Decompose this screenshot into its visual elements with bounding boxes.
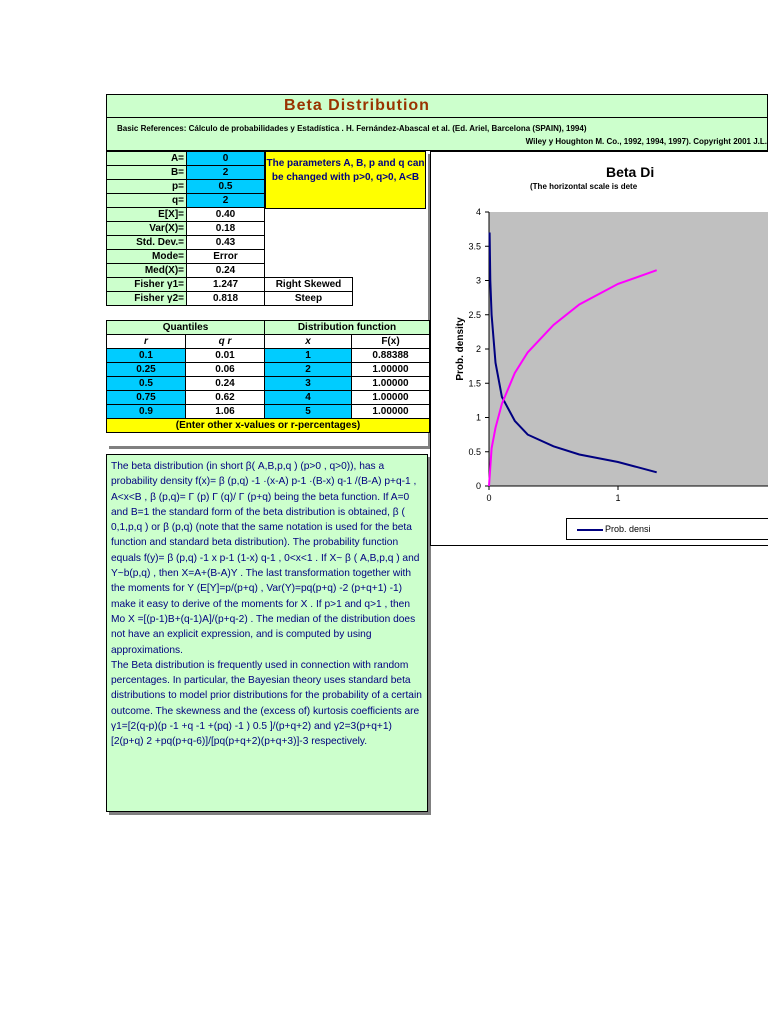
- sheet-title: Beta Distribution: [284, 97, 430, 114]
- f-value: 1.00000: [352, 363, 430, 377]
- quantiles-distribution-table: [106, 320, 430, 433]
- x-tick-label: 0: [486, 493, 492, 503]
- r-input[interactable]: 0.9: [107, 405, 186, 419]
- legend-label: Prob. densi: [605, 524, 651, 534]
- f-value: 1.00000: [352, 391, 430, 405]
- r-input[interactable]: 0.75: [107, 391, 186, 405]
- r-input[interactable]: 0.25: [107, 363, 186, 377]
- param-label: p=: [107, 180, 187, 194]
- table-row: [107, 349, 430, 363]
- x-input[interactable]: 5: [265, 405, 352, 419]
- q-value: 0.62: [186, 391, 265, 405]
- y-tick-label: 2.5: [468, 309, 481, 320]
- moment-label: Mode=: [107, 250, 187, 264]
- y-tick-label: 2: [475, 344, 481, 354]
- q-value: 0.01: [186, 349, 265, 363]
- table-row: [107, 391, 430, 405]
- description-paragraph-2: The Beta distribution is frequently used in connection with random percentages. In particular, the Bayesian theory uses standard beta distributions to model prior distributions for the probability of a certain outcome. The skewness and the (excess of) kurtosis coefficients are γ1=[2(q-p)(p -1 +q -1 +(pq) -1 ) 0.5 ]/(p+q+2) and γ2=3(p+q+1)[2(p+q) 2 +pq(p+q-6)]/[pq(p+q+2)(p+q+3)]-3 respectively.: [111, 659, 422, 748]
- fisher-value: 0.818: [187, 292, 265, 306]
- col-q: q r: [186, 335, 265, 349]
- col-f: F(x): [352, 335, 430, 349]
- param-p-input[interactable]: 0.5: [187, 180, 265, 194]
- q-value: 0.24: [186, 377, 265, 391]
- x-input[interactable]: 1: [265, 349, 352, 363]
- table-row: [107, 405, 430, 419]
- f-value: 0.88388: [352, 349, 430, 363]
- r-input[interactable]: 0.1: [107, 349, 186, 363]
- desc-shadow-bottom: [109, 812, 431, 815]
- table-row: [107, 363, 430, 377]
- moment-value: 0.18: [187, 222, 265, 236]
- moment-value: 0.43: [187, 236, 265, 250]
- x-input[interactable]: 3: [265, 377, 352, 391]
- col-r: r: [107, 335, 186, 349]
- moment-value: Error: [187, 250, 265, 264]
- description-box: [106, 454, 428, 812]
- x-input[interactable]: 4: [265, 391, 352, 405]
- y-axis-label: Prob. density: [455, 317, 466, 381]
- q-value: 0.06: [186, 363, 265, 377]
- chart-subtitle: (The horizontal scale is dete: [530, 182, 638, 191]
- table-shadow-bottom: [109, 446, 431, 449]
- fisher-comment: Steep: [265, 292, 353, 306]
- moment-value: 0.40: [187, 208, 265, 222]
- table-row: [107, 377, 430, 391]
- references-line-1: Basic References: Cálculo de probabilidades y Estadística . H. Fernández-Abascal et al. (Ed. Ariel, Barcelona (SPAIN), 1994): [117, 124, 587, 133]
- param-label: A=: [107, 152, 187, 166]
- y-tick-label: 3.5: [468, 241, 481, 252]
- fisher-value: 1.247: [187, 278, 265, 292]
- x-input[interactable]: 2: [265, 363, 352, 377]
- density-plot: [430, 200, 768, 510]
- col-x: x: [265, 335, 352, 349]
- sheet-title-bar: [106, 94, 768, 118]
- y-tick-label: 1.5: [468, 378, 481, 389]
- f-value: 1.00000: [352, 405, 430, 419]
- moment-label: Med(X)=: [107, 264, 187, 278]
- chart-title: Beta Di: [606, 164, 655, 180]
- parameters-note: The parameters A, B, p and q can be changed with p>0, q>0, A<B: [265, 151, 426, 209]
- r-input[interactable]: 0.5: [107, 377, 186, 391]
- y-tick-label: 3: [475, 275, 481, 286]
- references: [106, 118, 768, 151]
- param-q-input[interactable]: 2: [187, 194, 265, 208]
- fisher-label: Fisher γ2=: [107, 292, 187, 306]
- y-tick-label: 1: [475, 412, 481, 423]
- param-a-input[interactable]: 0: [187, 152, 265, 166]
- param-b-input[interactable]: 2: [187, 166, 265, 180]
- x-tick-label: 1: [615, 493, 621, 503]
- moment-label: E[X]=: [107, 208, 187, 222]
- y-tick-label: 4: [475, 207, 481, 217]
- enter-note: (Enter other x-values or r-percentages): [107, 419, 430, 433]
- distribution-title: Distribution function: [265, 321, 430, 335]
- y-tick-label: 0: [475, 481, 481, 491]
- description-paragraph-1: The beta distribution (in short β( A,B,p,q ) (p>0 , q>0)), has a probability density f(x)= β (p,q) -1 ·(x-A) p-1 ·(B-x) q-1 /(B-A) p+q-1 , A<x<B , β (p,q)= Γ (p) Γ (q)/ Γ (p+q) being the beta function. If A=0 and B=1 the standard form of the beta distribution is obtained, β ( 0,1,p,q ) or β (p,q) (note that the same notation is used for the beta function and standard beta distribution). The probability function equals f(y)= β (p,q) -1 x p-1 (1-x) q-1 , 0<x<1 . If X~ β ( A,B,p,q ) and Y~b(p,q) , then X=A+(B-A)Y . The last transformation together with the moments for Y (E[Y]=p/(p+q) , Var(Y)=pq(p+q) -2 (p+q+1) -1) make it easy to derive of the moments for X . If p>1 and q>1 , then Mo X =[(p-1)B+(q-1)A]/(p+q-2) . The median of the distribution does not have an explicit expression, and is computed by using approximations.: [111, 461, 420, 656]
- f-value: 1.00000: [352, 377, 430, 391]
- q-value: 1.06: [186, 405, 265, 419]
- moment-value: 0.24: [187, 264, 265, 278]
- references-line-2: Wiley y Houghton M. Co., 1992, 1994, 1997). Copyright 2001 J.L.: [525, 137, 767, 146]
- fisher-label: Fisher γ1=: [107, 278, 187, 292]
- fisher-comment: Right Skewed: [265, 278, 353, 292]
- chart-legend: [566, 518, 768, 540]
- quantiles-title: Quantiles: [107, 321, 265, 335]
- moment-label: Var(X)=: [107, 222, 187, 236]
- y-tick-label: 0.5: [468, 446, 481, 457]
- param-label: B=: [107, 166, 187, 180]
- moment-label: Std. Dev.=: [107, 236, 187, 250]
- legend-swatch: [577, 529, 603, 531]
- param-label: q=: [107, 194, 187, 208]
